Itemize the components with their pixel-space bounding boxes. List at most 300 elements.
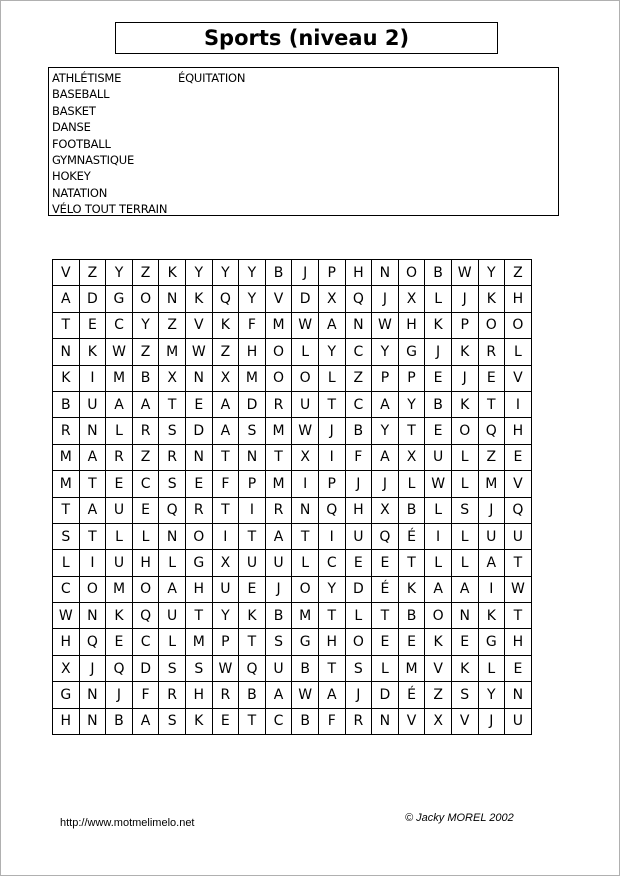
grid-cell[interactable]: X (372, 497, 399, 523)
grid-cell[interactable]: L (318, 365, 345, 391)
grid-cell[interactable]: T (212, 444, 239, 470)
grid-cell[interactable]: G (185, 550, 212, 576)
grid-cell[interactable]: K (478, 286, 505, 312)
grid-cell[interactable]: L (106, 523, 133, 549)
grid-cell[interactable]: H (398, 312, 425, 338)
grid-cell[interactable]: Q (79, 629, 106, 655)
grid-cell[interactable]: M (53, 444, 80, 470)
grid-cell[interactable]: Y (212, 260, 239, 286)
grid-cell[interactable]: O (345, 629, 372, 655)
grid-cell[interactable]: I (425, 523, 452, 549)
grid-cell[interactable]: O (505, 312, 532, 338)
grid-cell[interactable]: Y (372, 339, 399, 365)
grid-cell[interactable]: E (425, 365, 452, 391)
grid-cell[interactable]: L (292, 339, 319, 365)
grid-cell[interactable]: U (478, 523, 505, 549)
grid-cell[interactable]: T (159, 391, 186, 417)
grid-cell[interactable]: Q (212, 286, 239, 312)
grid-cell[interactable]: L (451, 550, 478, 576)
grid-cell[interactable]: O (292, 365, 319, 391)
grid-cell[interactable]: E (185, 471, 212, 497)
grid-cell[interactable]: T (398, 550, 425, 576)
grid-cell[interactable]: X (425, 708, 452, 734)
grid-cell[interactable]: H (505, 629, 532, 655)
grid-cell[interactable]: T (212, 497, 239, 523)
grid-cell[interactable]: E (106, 629, 133, 655)
grid-cell[interactable]: B (292, 655, 319, 681)
grid-cell[interactable]: R (212, 682, 239, 708)
grid-cell[interactable]: N (451, 603, 478, 629)
grid-cell[interactable]: S (159, 708, 186, 734)
grid-cell[interactable]: J (478, 497, 505, 523)
grid-cell[interactable]: W (451, 260, 478, 286)
grid-cell[interactable]: C (345, 339, 372, 365)
grid-cell[interactable]: U (106, 497, 133, 523)
grid-cell[interactable]: A (451, 576, 478, 602)
grid-cell[interactable]: M (185, 629, 212, 655)
grid-cell[interactable]: J (79, 655, 106, 681)
grid-cell[interactable]: T (478, 391, 505, 417)
grid-cell[interactable]: Q (159, 497, 186, 523)
grid-cell[interactable]: R (132, 418, 159, 444)
grid-cell[interactable]: E (372, 550, 399, 576)
grid-cell[interactable]: L (53, 550, 80, 576)
grid-cell[interactable]: B (265, 603, 292, 629)
grid-cell[interactable]: Y (239, 286, 266, 312)
grid-cell[interactable]: U (345, 523, 372, 549)
grid-cell[interactable]: K (79, 339, 106, 365)
grid-cell[interactable]: H (345, 260, 372, 286)
grid-cell[interactable]: K (185, 286, 212, 312)
grid-cell[interactable]: K (185, 708, 212, 734)
grid-cell[interactable]: C (265, 708, 292, 734)
footer-url[interactable]: http://www.motmelimelo.net (60, 817, 195, 829)
grid-cell[interactable]: C (106, 312, 133, 338)
grid-cell[interactable]: W (53, 603, 80, 629)
grid-cell[interactable]: E (132, 497, 159, 523)
grid-cell[interactable]: E (372, 629, 399, 655)
grid-cell[interactable]: E (505, 655, 532, 681)
grid-cell[interactable]: A (212, 418, 239, 444)
grid-cell[interactable]: D (239, 391, 266, 417)
grid-cell[interactable]: I (79, 365, 106, 391)
grid-cell[interactable]: Q (132, 603, 159, 629)
grid-cell[interactable]: O (132, 576, 159, 602)
grid-cell[interactable]: S (239, 418, 266, 444)
grid-cell[interactable]: T (79, 523, 106, 549)
grid-cell[interactable]: V (425, 655, 452, 681)
grid-cell[interactable]: T (505, 550, 532, 576)
grid-cell[interactable]: J (345, 471, 372, 497)
grid-cell[interactable]: J (451, 286, 478, 312)
grid-cell[interactable]: U (79, 391, 106, 417)
grid-cell[interactable]: N (372, 708, 399, 734)
grid-cell[interactable]: J (345, 682, 372, 708)
grid-cell[interactable]: X (398, 286, 425, 312)
grid-cell[interactable]: L (106, 418, 133, 444)
grid-cell[interactable]: Q (318, 497, 345, 523)
grid-cell[interactable]: M (239, 365, 266, 391)
grid-cell[interactable]: L (478, 655, 505, 681)
grid-cell[interactable]: T (505, 603, 532, 629)
grid-cell[interactable]: I (505, 391, 532, 417)
grid-cell[interactable]: B (425, 260, 452, 286)
grid-cell[interactable]: I (212, 523, 239, 549)
grid-cell[interactable]: S (53, 523, 80, 549)
grid-cell[interactable]: X (159, 365, 186, 391)
grid-cell[interactable]: A (265, 523, 292, 549)
grid-cell[interactable]: A (132, 708, 159, 734)
grid-cell[interactable]: L (132, 523, 159, 549)
grid-cell[interactable]: T (398, 418, 425, 444)
grid-cell[interactable]: Q (239, 655, 266, 681)
grid-cell[interactable]: T (318, 655, 345, 681)
grid-cell[interactable]: L (451, 444, 478, 470)
grid-cell[interactable]: P (318, 471, 345, 497)
grid-cell[interactable]: A (159, 576, 186, 602)
grid-cell[interactable]: W (212, 655, 239, 681)
grid-cell[interactable]: W (292, 418, 319, 444)
grid-cell[interactable]: X (212, 550, 239, 576)
grid-cell[interactable]: N (185, 365, 212, 391)
grid-cell[interactable]: A (372, 391, 399, 417)
grid-cell[interactable]: X (53, 655, 80, 681)
grid-cell[interactable]: B (239, 682, 266, 708)
grid-cell[interactable]: G (53, 682, 80, 708)
grid-cell[interactable]: Y (478, 260, 505, 286)
grid-cell[interactable]: F (132, 682, 159, 708)
grid-cell[interactable]: A (318, 682, 345, 708)
grid-cell[interactable]: U (239, 550, 266, 576)
grid-cell[interactable]: S (345, 655, 372, 681)
grid-cell[interactable]: F (318, 708, 345, 734)
grid-cell[interactable]: K (239, 603, 266, 629)
grid-cell[interactable]: Z (132, 260, 159, 286)
grid-cell[interactable]: B (106, 708, 133, 734)
grid-cell[interactable]: K (451, 339, 478, 365)
grid-cell[interactable]: E (345, 550, 372, 576)
grid-cell[interactable]: V (505, 471, 532, 497)
grid-cell[interactable]: T (372, 603, 399, 629)
grid-cell[interactable]: R (159, 444, 186, 470)
grid-cell[interactable]: T (239, 523, 266, 549)
grid-cell[interactable]: Z (212, 339, 239, 365)
grid-cell[interactable]: M (106, 576, 133, 602)
grid-cell[interactable]: M (53, 471, 80, 497)
grid-cell[interactable]: Y (398, 391, 425, 417)
grid-cell[interactable]: N (345, 312, 372, 338)
grid-cell[interactable]: J (372, 286, 399, 312)
grid-cell[interactable]: C (132, 629, 159, 655)
grid-cell[interactable]: C (318, 550, 345, 576)
grid-cell[interactable]: J (478, 708, 505, 734)
grid-cell[interactable]: Z (345, 365, 372, 391)
grid-cell[interactable]: K (212, 312, 239, 338)
grid-cell[interactable]: O (292, 576, 319, 602)
grid-cell[interactable]: S (451, 682, 478, 708)
grid-cell[interactable]: W (292, 682, 319, 708)
grid-cell[interactable]: N (239, 444, 266, 470)
grid-cell[interactable]: N (185, 444, 212, 470)
grid-cell[interactable]: T (318, 603, 345, 629)
grid-cell[interactable]: T (292, 523, 319, 549)
grid-cell[interactable]: N (79, 708, 106, 734)
grid-cell[interactable]: Y (212, 603, 239, 629)
grid-cell[interactable]: Q (505, 497, 532, 523)
grid-cell[interactable]: C (132, 471, 159, 497)
grid-cell[interactable]: W (185, 339, 212, 365)
grid-cell[interactable]: H (505, 286, 532, 312)
grid-cell[interactable]: L (425, 497, 452, 523)
grid-cell[interactable]: A (212, 391, 239, 417)
grid-cell[interactable]: U (265, 655, 292, 681)
grid-cell[interactable]: E (425, 418, 452, 444)
grid-cell[interactable]: J (372, 471, 399, 497)
grid-cell[interactable]: W (292, 312, 319, 338)
grid-cell[interactable]: H (185, 682, 212, 708)
grid-cell[interactable]: H (53, 708, 80, 734)
grid-cell[interactable]: L (425, 286, 452, 312)
grid-cell[interactable]: B (132, 365, 159, 391)
grid-cell[interactable]: D (185, 418, 212, 444)
grid-cell[interactable]: P (239, 471, 266, 497)
grid-cell[interactable]: R (159, 682, 186, 708)
grid-cell[interactable]: N (159, 286, 186, 312)
grid-cell[interactable]: Z (159, 312, 186, 338)
grid-cell[interactable]: M (106, 365, 133, 391)
grid-cell[interactable]: R (345, 708, 372, 734)
grid-cell[interactable]: N (372, 260, 399, 286)
grid-cell[interactable]: M (159, 339, 186, 365)
grid-cell[interactable]: R (106, 444, 133, 470)
grid-cell[interactable]: B (425, 391, 452, 417)
grid-cell[interactable]: L (505, 339, 532, 365)
grid-cell[interactable]: Y (318, 339, 345, 365)
grid-cell[interactable]: S (159, 471, 186, 497)
grid-cell[interactable]: T (53, 312, 80, 338)
grid-cell[interactable]: D (132, 655, 159, 681)
grid-cell[interactable]: L (372, 655, 399, 681)
grid-cell[interactable]: P (318, 260, 345, 286)
grid-cell[interactable]: A (53, 286, 80, 312)
grid-cell[interactable]: C (345, 391, 372, 417)
grid-cell[interactable]: Z (425, 682, 452, 708)
grid-cell[interactable]: Y (318, 576, 345, 602)
grid-cell[interactable]: E (239, 576, 266, 602)
grid-cell[interactable]: O (79, 576, 106, 602)
grid-cell[interactable]: A (372, 444, 399, 470)
grid-cell[interactable]: L (292, 550, 319, 576)
grid-cell[interactable]: A (425, 576, 452, 602)
grid-cell[interactable]: É (372, 576, 399, 602)
grid-cell[interactable]: T (239, 708, 266, 734)
grid-cell[interactable]: K (53, 365, 80, 391)
grid-cell[interactable]: Y (478, 682, 505, 708)
grid-cell[interactable]: S (159, 655, 186, 681)
grid-cell[interactable]: L (451, 471, 478, 497)
grid-cell[interactable]: O (478, 312, 505, 338)
grid-cell[interactable]: Y (132, 312, 159, 338)
grid-cell[interactable]: E (79, 312, 106, 338)
grid-cell[interactable]: O (265, 365, 292, 391)
grid-cell[interactable]: G (292, 629, 319, 655)
grid-cell[interactable]: G (398, 339, 425, 365)
grid-cell[interactable]: I (292, 471, 319, 497)
grid-cell[interactable]: W (425, 471, 452, 497)
grid-cell[interactable]: K (451, 391, 478, 417)
grid-cell[interactable]: J (292, 260, 319, 286)
grid-cell[interactable]: F (239, 312, 266, 338)
grid-cell[interactable]: J (265, 576, 292, 602)
grid-cell[interactable]: Z (132, 339, 159, 365)
grid-cell[interactable]: K (425, 629, 452, 655)
grid-cell[interactable]: A (79, 497, 106, 523)
grid-cell[interactable]: M (478, 471, 505, 497)
grid-cell[interactable]: N (159, 523, 186, 549)
grid-cell[interactable]: Z (478, 444, 505, 470)
grid-cell[interactable]: T (318, 391, 345, 417)
grid-cell[interactable]: P (398, 365, 425, 391)
grid-cell[interactable]: N (79, 603, 106, 629)
grid-cell[interactable]: Y (372, 418, 399, 444)
grid-cell[interactable]: M (265, 471, 292, 497)
grid-cell[interactable]: G (478, 629, 505, 655)
grid-cell[interactable]: N (53, 339, 80, 365)
grid-cell[interactable]: D (372, 682, 399, 708)
grid-cell[interactable]: I (239, 497, 266, 523)
grid-cell[interactable]: A (478, 550, 505, 576)
grid-cell[interactable]: B (292, 708, 319, 734)
grid-cell[interactable]: R (265, 391, 292, 417)
grid-cell[interactable]: O (398, 260, 425, 286)
grid-cell[interactable]: M (265, 312, 292, 338)
grid-cell[interactable]: P (451, 312, 478, 338)
grid-cell[interactable]: E (212, 708, 239, 734)
grid-cell[interactable]: V (265, 286, 292, 312)
grid-cell[interactable]: T (265, 444, 292, 470)
grid-cell[interactable]: H (345, 497, 372, 523)
grid-cell[interactable]: H (505, 418, 532, 444)
grid-cell[interactable]: F (212, 471, 239, 497)
grid-cell[interactable]: B (398, 497, 425, 523)
grid-cell[interactable]: H (132, 550, 159, 576)
grid-cell[interactable]: A (318, 312, 345, 338)
grid-cell[interactable]: J (318, 418, 345, 444)
grid-cell[interactable]: D (79, 286, 106, 312)
grid-cell[interactable]: S (451, 497, 478, 523)
grid-cell[interactable]: K (106, 603, 133, 629)
grid-cell[interactable]: T (239, 629, 266, 655)
grid-cell[interactable]: V (398, 708, 425, 734)
grid-cell[interactable]: H (185, 576, 212, 602)
grid-cell[interactable]: D (345, 576, 372, 602)
grid-cell[interactable]: W (372, 312, 399, 338)
grid-cell[interactable]: K (159, 260, 186, 286)
grid-cell[interactable]: U (212, 576, 239, 602)
grid-cell[interactable]: Y (106, 260, 133, 286)
grid-cell[interactable]: O (451, 418, 478, 444)
grid-cell[interactable]: M (292, 603, 319, 629)
grid-cell[interactable]: N (79, 418, 106, 444)
grid-cell[interactable]: X (292, 444, 319, 470)
grid-cell[interactable]: V (185, 312, 212, 338)
grid-cell[interactable]: U (292, 391, 319, 417)
grid-cell[interactable]: E (451, 629, 478, 655)
grid-cell[interactable]: Z (79, 260, 106, 286)
grid-cell[interactable]: Y (239, 260, 266, 286)
grid-cell[interactable]: M (398, 655, 425, 681)
grid-cell[interactable]: P (372, 365, 399, 391)
grid-cell[interactable]: K (451, 655, 478, 681)
grid-cell[interactable]: V (53, 260, 80, 286)
grid-cell[interactable]: Q (372, 523, 399, 549)
grid-cell[interactable]: H (53, 629, 80, 655)
grid-cell[interactable]: X (318, 286, 345, 312)
grid-cell[interactable]: L (425, 550, 452, 576)
grid-cell[interactable]: V (505, 365, 532, 391)
grid-cell[interactable]: B (398, 603, 425, 629)
grid-cell[interactable]: J (425, 339, 452, 365)
grid-cell[interactable]: S (159, 418, 186, 444)
grid-cell[interactable]: G (106, 286, 133, 312)
grid-cell[interactable]: H (318, 629, 345, 655)
grid-cell[interactable]: A (106, 391, 133, 417)
grid-cell[interactable]: A (265, 682, 292, 708)
grid-cell[interactable]: J (106, 682, 133, 708)
grid-cell[interactable]: W (106, 339, 133, 365)
grid-cell[interactable]: U (265, 550, 292, 576)
grid-cell[interactable]: U (425, 444, 452, 470)
grid-cell[interactable]: B (53, 391, 80, 417)
grid-cell[interactable]: L (345, 603, 372, 629)
grid-cell[interactable]: A (79, 444, 106, 470)
grid-cell[interactable]: J (451, 365, 478, 391)
grid-cell[interactable]: W (505, 576, 532, 602)
grid-cell[interactable]: S (265, 629, 292, 655)
grid-cell[interactable]: C (53, 576, 80, 602)
grid-cell[interactable]: U (106, 550, 133, 576)
grid-cell[interactable]: Y (185, 260, 212, 286)
grid-cell[interactable]: E (478, 365, 505, 391)
grid-cell[interactable]: A (132, 391, 159, 417)
grid-cell[interactable]: N (292, 497, 319, 523)
grid-cell[interactable]: I (79, 550, 106, 576)
grid-cell[interactable]: T (53, 497, 80, 523)
grid-cell[interactable]: T (79, 471, 106, 497)
grid-cell[interactable]: R (265, 497, 292, 523)
grid-cell[interactable]: E (106, 471, 133, 497)
grid-cell[interactable]: I (318, 444, 345, 470)
grid-cell[interactable]: U (159, 603, 186, 629)
grid-cell[interactable]: R (185, 497, 212, 523)
grid-cell[interactable]: B (345, 418, 372, 444)
grid-cell[interactable]: O (265, 339, 292, 365)
grid-cell[interactable]: Z (132, 444, 159, 470)
grid-cell[interactable]: D (292, 286, 319, 312)
grid-cell[interactable]: Q (106, 655, 133, 681)
grid-cell[interactable]: U (505, 523, 532, 549)
grid-cell[interactable]: H (239, 339, 266, 365)
grid-cell[interactable]: L (159, 629, 186, 655)
grid-cell[interactable]: K (425, 312, 452, 338)
grid-cell[interactable]: I (318, 523, 345, 549)
grid-cell[interactable]: L (398, 471, 425, 497)
grid-cell[interactable]: K (398, 576, 425, 602)
grid-cell[interactable]: É (398, 682, 425, 708)
grid-cell[interactable]: R (478, 339, 505, 365)
grid-cell[interactable]: I (478, 576, 505, 602)
grid-cell[interactable]: Q (478, 418, 505, 444)
